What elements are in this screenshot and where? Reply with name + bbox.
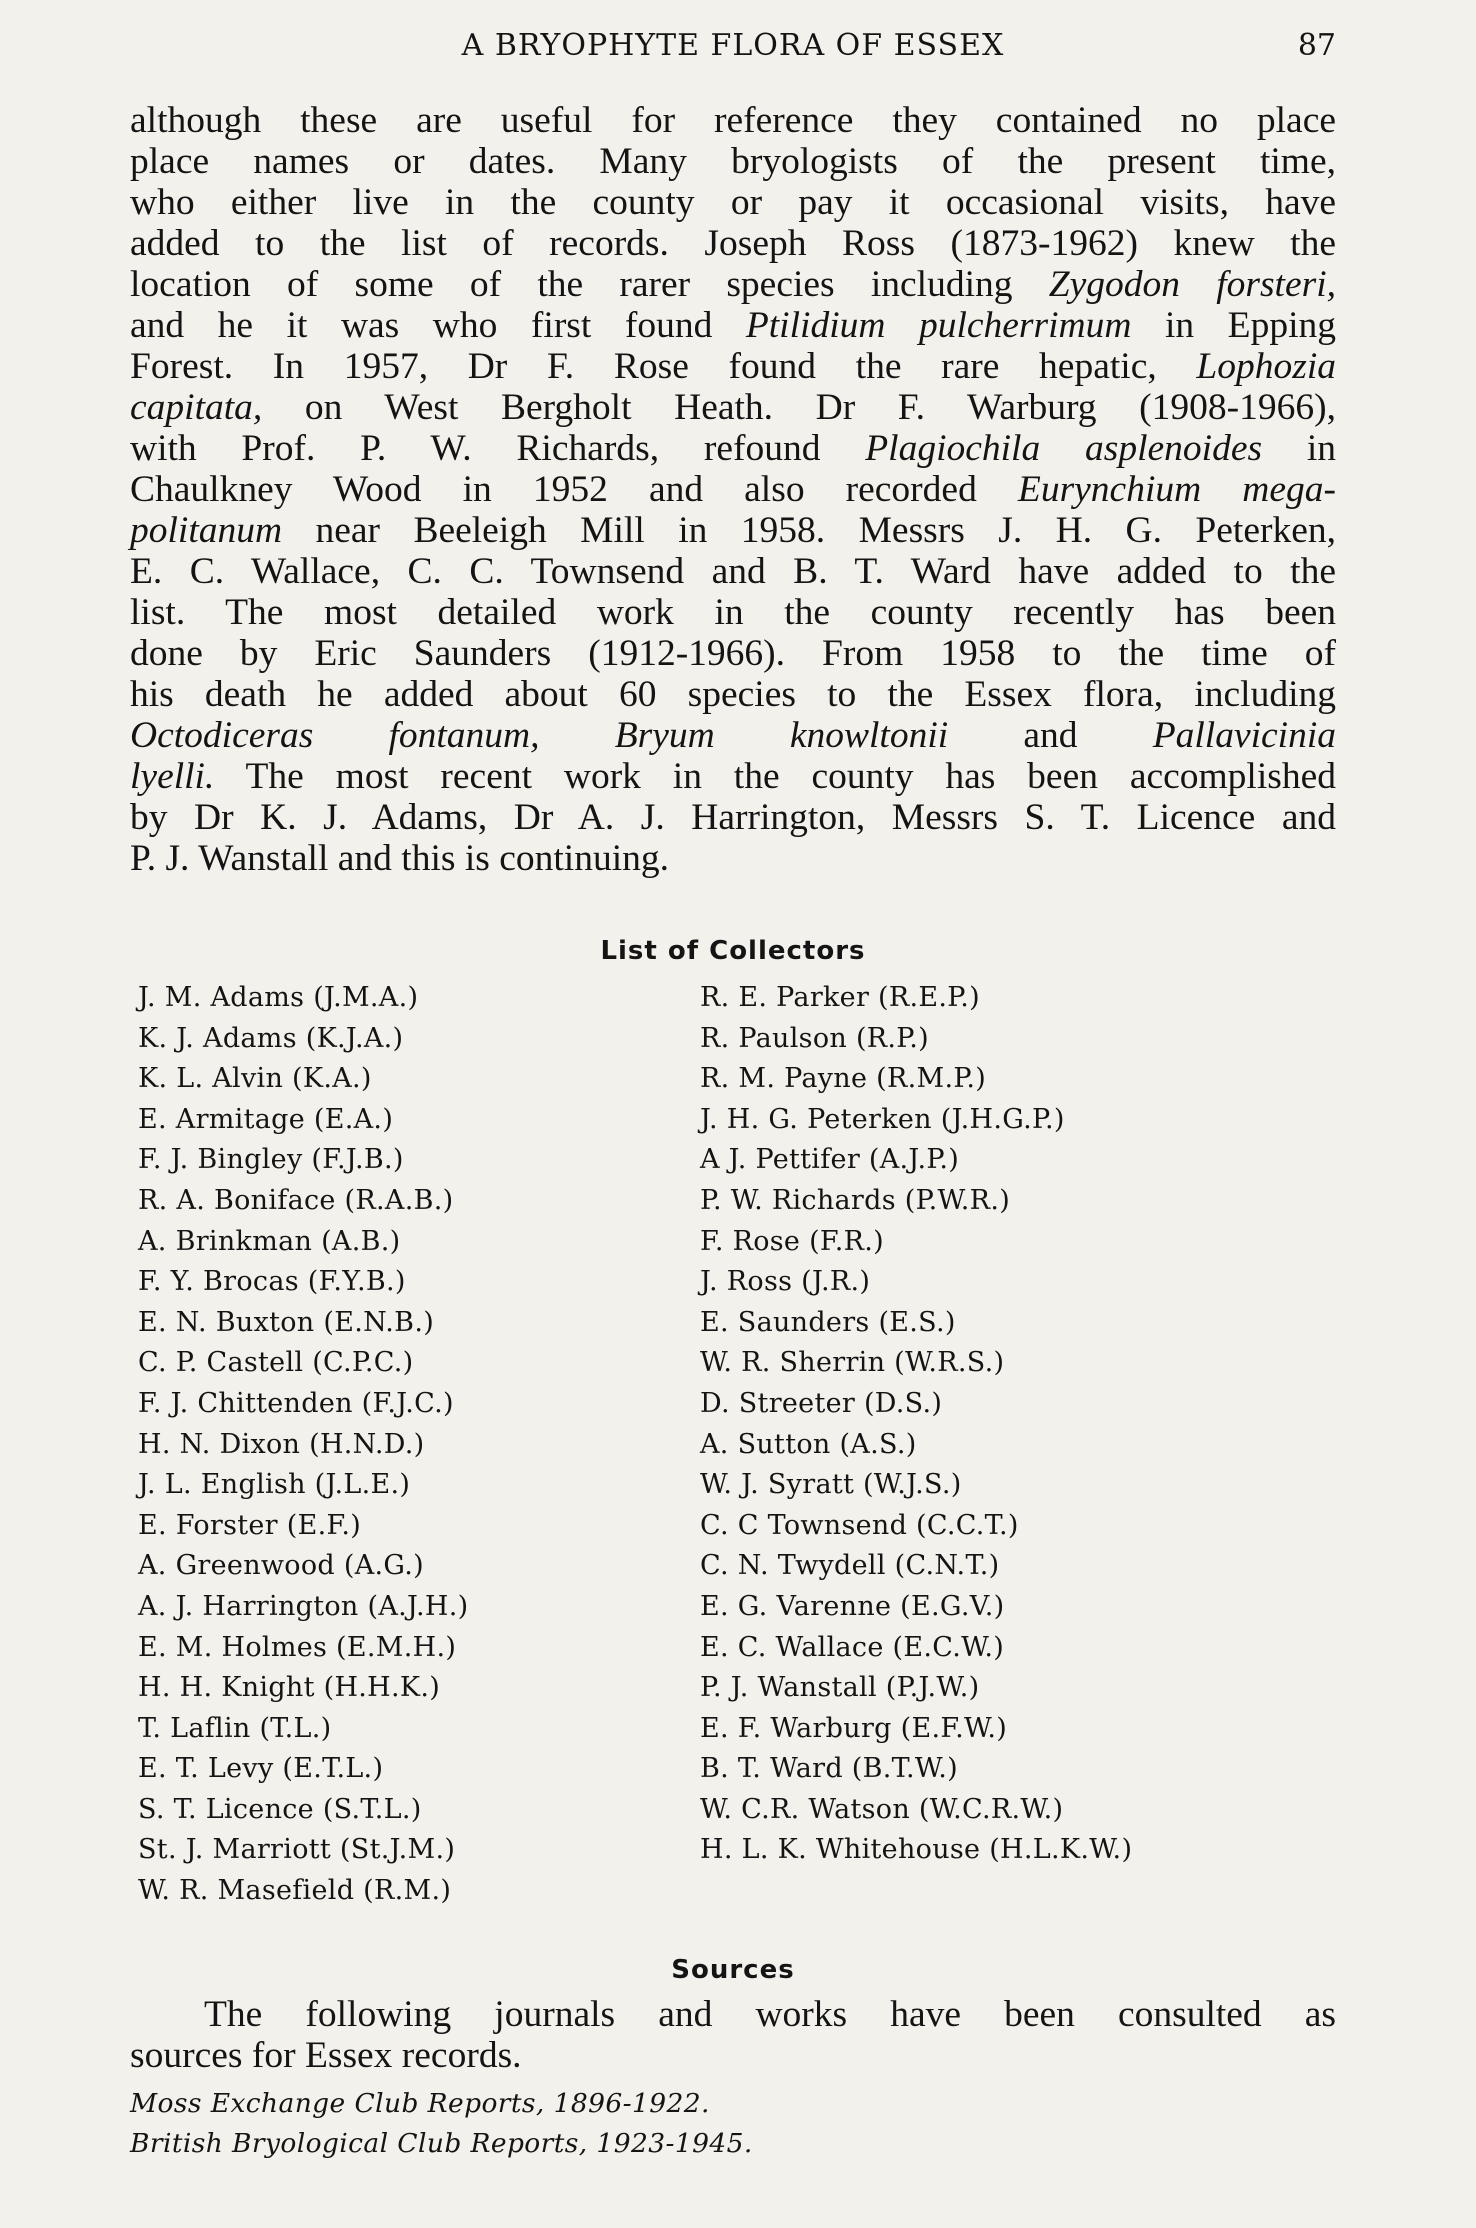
- collector-entry: P. J. Wanstall (P.J.W.): [700, 1672, 980, 1704]
- sources-intro-line: sources for Essex records.: [130, 2035, 522, 2076]
- collector-entry: F. J. Chittenden (F.J.C.): [138, 1387, 454, 1419]
- italic-run: lyelli.: [130, 756, 215, 797]
- collector-entry: H. L. K. Whitehouse (H.L.K.W.): [700, 1834, 1133, 1866]
- text-line: [130, 838, 1336, 879]
- collector-entry: W. C.R. Watson (W.C.R.W.): [700, 1793, 1064, 1825]
- sources-list: [130, 2084, 1336, 2164]
- collector-entry: C. C Townsend (C.C.T.): [700, 1509, 1019, 1541]
- collector-entry: F. Y. Brocas (F.Y.B.): [138, 1266, 406, 1298]
- collector-entry: R. M. Payne (R.M.P.): [700, 1063, 987, 1095]
- collector-entry: E. G. Varenne (E.G.V.): [700, 1590, 1005, 1622]
- italic-run: Ptilidium pulcherrimum: [745, 305, 1132, 346]
- text-run: location of some of the rarer species including: [130, 264, 1049, 305]
- text-line: [130, 182, 1336, 223]
- text-line: [130, 346, 1336, 387]
- text-line: [130, 510, 1336, 551]
- text-line: [130, 633, 1336, 674]
- text-run: Chaulkney Wood in 1952 and also recorded: [130, 469, 1018, 510]
- collector-entry: S. T. Licence (S.T.L.): [138, 1793, 422, 1825]
- text-run: near Beeleigh Mill in 1958. Messrs J. H. G. Peterken,: [282, 510, 1336, 551]
- text-run: place names or dates. Many bryologists of the present time,: [130, 141, 1336, 182]
- collector-entry: J. Ross (J.R.): [700, 1266, 871, 1298]
- text-run: and: [948, 715, 1153, 756]
- collector-entry: J. L. English (J.L.E.): [138, 1469, 411, 1501]
- text-line: [130, 223, 1336, 264]
- text-run: his death he added about 60 species to the Essex flora, including: [130, 674, 1336, 715]
- text-line: [130, 141, 1336, 182]
- text-run: Forest. In 1957, Dr F. Rose found the rare hepatic,: [130, 346, 1197, 387]
- italic-run: Eurynchium mega-: [1017, 469, 1336, 510]
- collectors-left-column: [138, 978, 469, 1912]
- collector-entry: A. Sutton (A.S.): [700, 1428, 917, 1460]
- text-line: [130, 469, 1336, 510]
- text-line: [130, 551, 1336, 592]
- collector-entry: B. T. Ward (B.T.W.): [700, 1753, 958, 1785]
- collector-entry: A. Greenwood (A.G.): [138, 1550, 425, 1582]
- collector-entry: K. L. Alvin (K.A.): [138, 1063, 372, 1095]
- text-run: in: [1262, 428, 1336, 469]
- text-line: [130, 756, 1336, 797]
- collector-entry: P. W. Richards (P.W.R.): [700, 1184, 1011, 1216]
- text-run: The most recent work in the county has been accomplished: [214, 756, 1336, 797]
- collector-entry: E. Forster (E.F.): [138, 1509, 362, 1541]
- collector-entry: A. Brinkman (A.B.): [138, 1225, 401, 1257]
- text-line: [130, 797, 1336, 838]
- collector-entry: K. J. Adams (K.J.A.): [138, 1022, 404, 1054]
- text-run: with Prof. P. W. Richards, refound: [130, 428, 866, 469]
- running-head-title: A BRYOPHYTE FLORA OF ESSEX: [461, 28, 1005, 63]
- collector-entry: J. M. Adams (J.M.A.): [138, 982, 419, 1013]
- text-run: although these are useful for reference they contained no place: [130, 100, 1336, 141]
- text-line: [130, 592, 1336, 633]
- text-line: [130, 387, 1336, 428]
- sources-section: [130, 1994, 1336, 2164]
- italic-run: capitata,: [130, 387, 263, 428]
- collector-entry: A. J. Harrington (A.J.H.): [138, 1590, 469, 1622]
- text-run: added to the list of records. Joseph Ross (1873-1962) knew the: [130, 223, 1336, 264]
- source-entry: British Bryological Club Reports, 1923-1945.: [130, 2128, 753, 2159]
- text-run: done by Eric Saunders (1912-1966). From 1958 to the time of: [130, 633, 1336, 674]
- collector-entry: H. N. Dixon (H.N.D.): [138, 1428, 425, 1460]
- collector-entry: J. H. G. Peterken (J.H.G.P.): [700, 1103, 1065, 1135]
- collector-entry: H. H. Knight (H.H.K.): [138, 1672, 441, 1704]
- text-line: [130, 305, 1336, 346]
- collector-entry: W. R. Masefield (R.M.): [138, 1875, 452, 1907]
- collector-entry: E. M. Holmes (E.M.H.): [138, 1631, 457, 1663]
- collectors-right-column: [700, 978, 1132, 1871]
- text-run: list. The most detailed work in the county recently has been: [130, 592, 1336, 633]
- sources-intro-line: The following journals and works have been consulted as: [204, 1994, 1336, 2035]
- collectors-heading: List of Collectors: [600, 936, 866, 966]
- text-line: [130, 715, 1336, 756]
- text-run: by Dr K. J. Adams, Dr A. J. Harrington, Messrs S. T. Licence and: [130, 797, 1336, 838]
- text-run: who either live in the county or pay it occasional visits, have: [130, 182, 1336, 223]
- collector-entry: C. N. Twydell (C.N.T.): [700, 1550, 1000, 1582]
- page-number: 87: [1297, 28, 1336, 63]
- text-line: [130, 100, 1336, 141]
- collector-entry: E. T. Levy (E.T.L.): [138, 1753, 384, 1785]
- source-entry: Moss Exchange Club Reports, 1896-1922.: [130, 2088, 710, 2119]
- italic-run: Plagiochila asplenoides: [865, 428, 1263, 469]
- collector-entry: R. Paulson (R.P.): [700, 1022, 930, 1054]
- text-run: E. C. Wallace, C. C. Townsend and B. T. Ward have added to the: [130, 551, 1336, 592]
- collector-entry: F. Rose (F.R.): [700, 1225, 884, 1257]
- italic-run: Zygodon forsteri,: [1048, 264, 1336, 305]
- text-line: [130, 264, 1336, 305]
- italic-run: Lophozia: [1196, 346, 1336, 387]
- text-line: [130, 428, 1336, 469]
- text-run: and he it was who first found: [130, 305, 746, 346]
- sources-heading: Sources: [671, 1955, 795, 1985]
- italic-run: Pallavicinia: [1152, 715, 1336, 756]
- collector-entry: E. Saunders (E.S.): [700, 1306, 956, 1338]
- collector-entry: R. E. Parker (R.E.P.): [700, 982, 981, 1013]
- collector-entry: W. J. Syratt (W.J.S.): [700, 1469, 962, 1501]
- collector-entry: T. Laflin (T.L.): [138, 1712, 332, 1744]
- collector-entry: E. Armitage (E.A.): [138, 1103, 394, 1135]
- collector-entry: D. Streeter (D.S.): [700, 1387, 943, 1419]
- collector-entry: A J. Pettifer (A.J.P.): [700, 1144, 960, 1176]
- running-head: [130, 28, 1336, 68]
- collector-entry: R. A. Boniface (R.A.B.): [138, 1184, 454, 1216]
- italic-run: politanum: [130, 510, 283, 551]
- collector-entry: E. F. Warburg (E.F.W.): [700, 1712, 1008, 1744]
- text-run: on West Bergholt Heath. Dr F. Warburg (1908-1966),: [262, 387, 1336, 428]
- collector-entry: W. R. Sherrin (W.R.S.): [700, 1347, 1005, 1379]
- collector-entry: E. C. Wallace (E.C.W.): [700, 1631, 1005, 1663]
- intro-paragraph: [130, 100, 1336, 879]
- text-run: P. J. Wanstall and this is continuing.: [130, 838, 670, 879]
- collector-entry: C. P. Castell (C.P.C.): [138, 1347, 414, 1379]
- text-line: [130, 674, 1336, 715]
- collector-entry: St. J. Marriott (St.J.M.): [138, 1834, 456, 1866]
- text-run: in Epping: [1131, 305, 1337, 346]
- collector-entry: E. N. Buxton (E.N.B.): [138, 1306, 435, 1338]
- collector-entry: F. J. Bingley (F.J.B.): [138, 1144, 404, 1176]
- italic-run: Octodiceras fontanum, Bryum knowltonii: [130, 715, 949, 756]
- sources-intro: [130, 1994, 1336, 2076]
